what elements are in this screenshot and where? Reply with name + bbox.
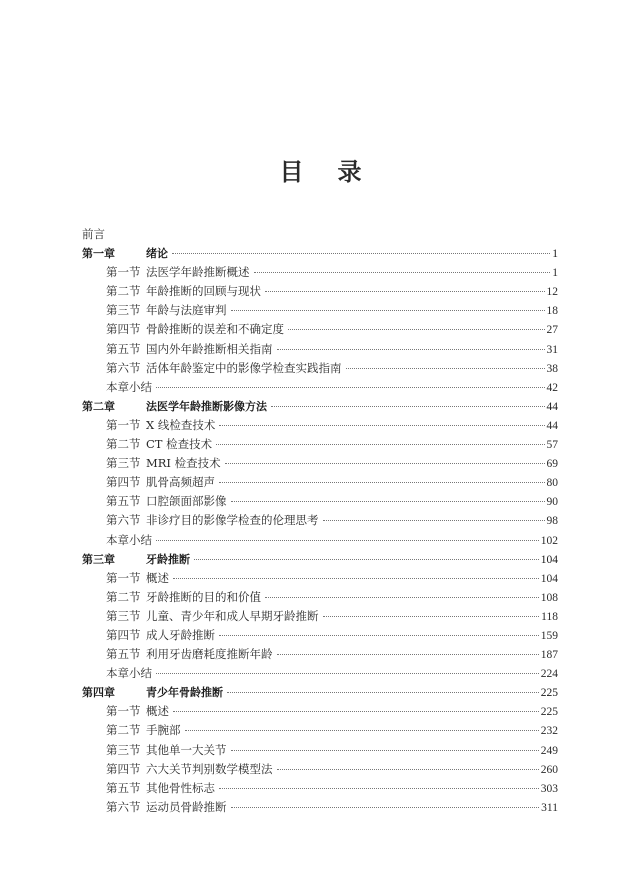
section-title: 本章小结	[106, 532, 152, 547]
toc-section-entry[interactable]	[82, 569, 558, 588]
dot-leader	[288, 329, 545, 330]
page-number: 1	[552, 267, 558, 280]
title-char: 目	[279, 157, 304, 186]
section-number: 第四节	[106, 627, 141, 642]
section-title: 非诊疗目的影像学检查的伦理思考	[146, 513, 319, 528]
section-number: 第一节	[106, 704, 141, 719]
toc-section-entry[interactable]	[82, 588, 558, 607]
dot-leader	[277, 349, 545, 350]
chapter-number: 第一章	[82, 247, 115, 261]
section-number: 第五节	[106, 780, 141, 795]
toc-section-entry[interactable]	[82, 282, 558, 301]
section-title: MRI 检查技术	[146, 456, 221, 471]
toc-section-entry[interactable]	[82, 454, 558, 473]
dot-leader	[277, 654, 539, 655]
chapter-title: 青少年骨龄推断	[146, 686, 223, 700]
page-number: 224	[540, 668, 558, 681]
section-number: 第六节	[106, 799, 141, 814]
dot-leader	[231, 807, 540, 808]
toc-section-entry[interactable]	[82, 340, 558, 359]
section-number: 第五节	[106, 494, 141, 509]
page-number: 38	[546, 362, 558, 375]
dot-leader	[231, 310, 545, 311]
title-char: 录	[337, 157, 362, 186]
section-number: 第六节	[106, 360, 141, 375]
dot-leader	[225, 463, 545, 464]
page-number: 80	[546, 477, 558, 490]
dot-leader	[194, 559, 539, 560]
section-number: 第五节	[106, 341, 141, 356]
dot-leader	[231, 501, 545, 502]
section-number: 第一节	[106, 265, 141, 280]
section-title: 牙龄推断的目的和价值	[146, 589, 261, 604]
toc-section-entry[interactable]	[82, 511, 558, 530]
section-number: 第三节	[106, 456, 141, 471]
section-number: 第三节	[106, 608, 141, 623]
page-number: 69	[546, 458, 558, 471]
page-number: 187	[540, 649, 558, 662]
toc-section-entry[interactable]	[82, 320, 558, 339]
toc-section-entry[interactable]	[82, 798, 558, 817]
section-number: 第一节	[106, 570, 141, 585]
section-title: CT 检查技术	[146, 437, 213, 452]
toc-section-entry[interactable]	[82, 779, 558, 798]
dot-leader	[277, 769, 539, 770]
page-number: 57	[546, 439, 558, 452]
section-title: 国内外年龄推断相关指南	[146, 341, 273, 356]
page-title	[0, 152, 641, 187]
page-number: 44	[546, 400, 558, 413]
dot-leader	[156, 673, 539, 674]
section-number: 第三节	[106, 742, 141, 757]
section-number: 第四节	[106, 761, 141, 776]
toc-section-entry[interactable]	[82, 741, 558, 760]
dot-leader	[323, 616, 540, 617]
section-title: 活体年龄鉴定中的影像学检查实践指南	[146, 360, 342, 375]
toc-section-entry[interactable]	[82, 645, 558, 664]
page-number: 232	[540, 725, 558, 738]
section-title: 儿童、青少年和成人早期牙龄推断	[146, 608, 319, 623]
page-number: 311	[541, 801, 558, 814]
dot-leader	[219, 635, 539, 636]
dot-leader	[219, 482, 545, 483]
toc-summary-entry[interactable]	[82, 664, 558, 683]
toc-section-entry[interactable]	[82, 263, 558, 282]
toc-chapter-entry[interactable]	[82, 397, 558, 416]
section-title: 利用牙齿磨耗度推断年龄	[146, 647, 273, 662]
dot-leader	[323, 520, 545, 521]
toc-section-entry[interactable]	[82, 702, 558, 721]
chapter-title: 绪论	[146, 247, 168, 261]
section-number: 第二节	[106, 589, 141, 604]
section-title: 年龄与法庭审判	[146, 303, 227, 318]
section-title: X 线检查技术	[146, 417, 216, 432]
section-number: 第三节	[106, 303, 141, 318]
dot-leader	[172, 253, 550, 254]
page-number: 104	[540, 553, 558, 566]
dot-leader	[156, 540, 539, 541]
toc-section-entry[interactable]	[82, 416, 558, 435]
section-title: 年龄推断的回顾与现状	[146, 284, 261, 299]
page-number: 159	[540, 629, 558, 642]
dot-leader	[219, 788, 539, 789]
toc-chapter-entry[interactable]	[82, 244, 558, 263]
section-title: 成人牙龄推断	[146, 627, 215, 642]
page-number: 260	[540, 763, 558, 776]
toc-preface[interactable]	[82, 225, 558, 244]
page-number: 18	[546, 305, 558, 318]
chapter-number: 第四章	[82, 686, 115, 700]
toc-section-entry[interactable]	[82, 473, 558, 492]
preface-label: 前言	[82, 227, 105, 241]
page-number: 118	[541, 610, 558, 623]
dot-leader	[185, 730, 539, 731]
page-number: 102	[540, 534, 558, 547]
toc-section-entry[interactable]	[82, 626, 558, 645]
section-title: 法医学年龄推断概述	[146, 265, 250, 280]
page-number: 27	[546, 324, 558, 337]
page-number: 104	[540, 572, 558, 585]
page-number: 12	[546, 286, 558, 299]
chapter-title: 牙龄推断	[146, 552, 190, 566]
toc-section-entry[interactable]	[82, 301, 558, 320]
section-title: 其他骨性标志	[146, 780, 215, 795]
toc-section-entry[interactable]	[82, 760, 558, 779]
table-of-contents	[82, 225, 558, 817]
section-number: 第二节	[106, 437, 141, 452]
toc-summary-entry[interactable]	[82, 531, 558, 550]
dot-leader	[173, 578, 539, 579]
page-number: 31	[546, 343, 558, 356]
section-title: 概述	[146, 570, 169, 585]
section-title: 六大关节判别数学模型法	[146, 761, 273, 776]
section-number: 第四节	[106, 322, 141, 337]
page-number: 249	[540, 744, 558, 757]
section-number: 第一节	[106, 417, 141, 432]
section-title: 肌骨高频超声	[146, 475, 215, 490]
toc-section-entry[interactable]	[82, 607, 558, 626]
section-number: 第四节	[106, 475, 141, 490]
section-title: 骨龄推断的误差和不确定度	[146, 322, 284, 337]
page-number: 98	[546, 515, 558, 528]
page-number: 225	[540, 706, 558, 719]
page-number: 90	[546, 496, 558, 509]
section-number: 第二节	[106, 723, 141, 738]
section-number: 第五节	[106, 647, 141, 662]
page-number: 42	[546, 381, 558, 394]
dot-leader	[271, 406, 545, 407]
section-title: 其他单一大关节	[146, 742, 227, 757]
page-number: 44	[546, 419, 558, 432]
page-number: 225	[540, 687, 558, 700]
dot-leader	[227, 692, 539, 693]
toc-section-entry[interactable]	[82, 492, 558, 511]
section-title: 运动员骨龄推断	[146, 799, 227, 814]
toc-chapter-entry[interactable]	[82, 550, 558, 569]
dot-leader	[231, 750, 539, 751]
section-title: 手腕部	[146, 723, 181, 738]
dot-leader	[265, 291, 545, 292]
dot-leader	[173, 711, 539, 712]
toc-chapter-entry[interactable]	[82, 683, 558, 702]
toc-section-entry[interactable]	[82, 435, 558, 454]
toc-summary-entry[interactable]	[82, 378, 558, 397]
chapter-number: 第三章	[82, 552, 115, 566]
dot-leader	[216, 444, 544, 445]
dot-leader	[265, 597, 539, 598]
page-number: 108	[540, 591, 558, 604]
dot-leader	[156, 387, 545, 388]
toc-section-entry[interactable]	[82, 721, 558, 740]
section-number: 第六节	[106, 513, 141, 528]
section-title: 口腔颌面部影像	[146, 494, 227, 509]
chapter-number: 第二章	[82, 399, 115, 413]
section-number: 第二节	[106, 284, 141, 299]
page-number: 1	[552, 248, 558, 261]
dot-leader	[219, 425, 544, 426]
page-number: 303	[540, 782, 558, 795]
section-title: 本章小结	[106, 666, 152, 681]
dot-leader	[346, 368, 545, 369]
section-title: 概述	[146, 704, 169, 719]
toc-section-entry[interactable]	[82, 359, 558, 378]
dot-leader	[254, 272, 551, 273]
chapter-title: 法医学年龄推断影像方法	[146, 399, 267, 413]
section-title: 本章小结	[106, 379, 152, 394]
